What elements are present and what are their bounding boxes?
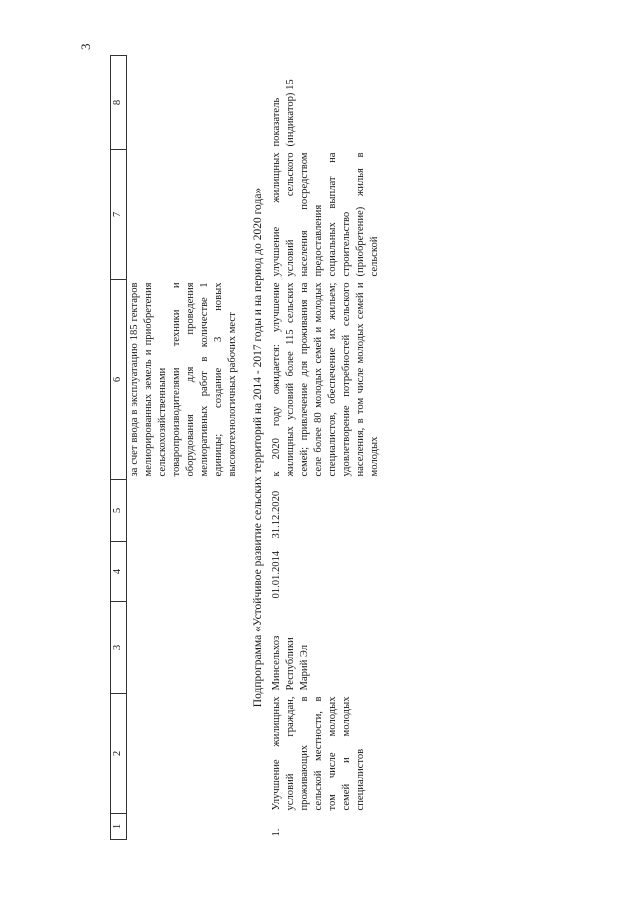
subprogram-title: Подпрограмма «Устойчивое развитие сельских территорий на 2014 - 2017 годы и на период до 2020 года»	[252, 187, 264, 708]
expected-result: к 2020 году ожидается: улучшение жилищных условий более 115 сельских семей; привлечение для проживания на селе более 80 молодых семей и молодых специалистов, обеспечение их жильем; удовлетворение потребностей сельского населения, в том числе молодых семей и молодых	[271, 282, 380, 477]
column-number: 3	[111, 602, 127, 694]
continued-row	[127, 56, 242, 840]
measure-name: Улучшение жилищных условий граждан, проживающих в сельской местности, в том числе молодых семей и молодых специалистов	[271, 696, 366, 811]
column-number: 1	[111, 814, 127, 840]
continued-result-text: за счет ввода в эксплуатацию 185 гектаров мелиорированных земель и приобретения сельскохозяйственными товаропроизводителями техники и оборудования для проведения мелиоративных работ в количестве 1 единицы; создание 3 новых высокотехнологичных рабочих мест	[129, 282, 238, 477]
executor: Минсельхоз Республики Марий Эл	[271, 635, 310, 691]
page-number: 3	[78, 43, 93, 50]
column-number: 4	[111, 542, 127, 602]
subprogram-title-row	[241, 56, 269, 840]
column-number: 8	[111, 56, 127, 150]
main-activities: улучшение жилищных условий сельского населения посредством предоставления социальных выплат на строительство (приобретение) жилья в сельской	[271, 152, 380, 277]
table-row	[269, 56, 383, 840]
column-number-row	[111, 56, 127, 840]
program-table	[110, 55, 383, 840]
indicator: показатель (индикатор) 15	[271, 79, 296, 147]
column-number: 6	[111, 280, 127, 480]
column-number: 7	[111, 150, 127, 280]
end-date: 31.12.2020	[271, 490, 282, 539]
column-number: 2	[111, 694, 127, 814]
row-number: 1.	[271, 828, 282, 837]
rotated-table-page	[110, 56, 590, 840]
start-date: 01.01.2014	[271, 550, 282, 599]
column-number: 5	[111, 480, 127, 542]
